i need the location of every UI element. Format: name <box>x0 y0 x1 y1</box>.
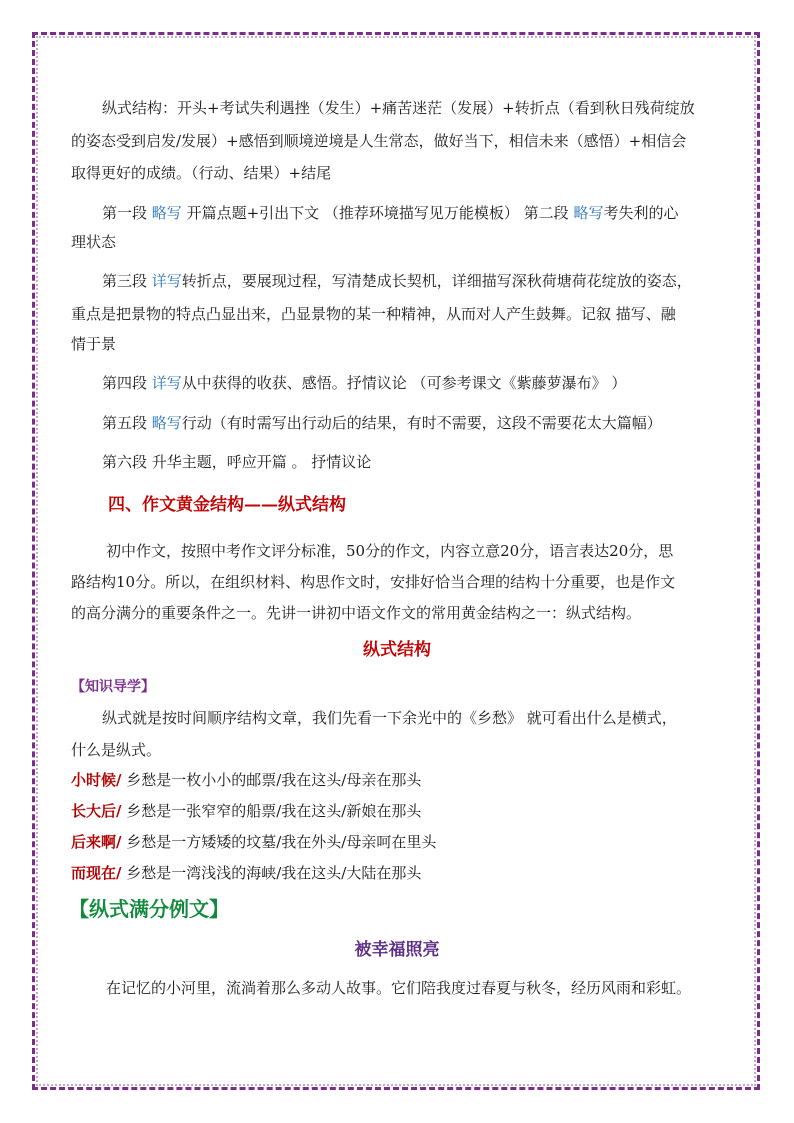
seg1-text: 开篇点题+引出下文 （推荐环境描写见万能模板） 第二段 <box>181 204 574 222</box>
seg3-line2: 重点是把景物的特点凸显出来，凸显景物的某一种精神，从而对人产生鼓舞。记叙 描写、融 <box>71 305 676 323</box>
seg3-tag: 详写 <box>151 272 182 290</box>
seg1-tag: 略写 <box>151 204 182 222</box>
seg1-label: 第一段 <box>102 204 152 222</box>
poem-text-3: 乡愁是一方矮矮的坟墓/我在外头/母亲呵在里头 <box>121 833 437 851</box>
para-intro-line1: 初中作文，按照中考作文评分标准，50分的作文，内容立意20分，语言表达20分，思 <box>106 542 674 560</box>
poem-line-4 <box>71 863 421 883</box>
para-structure-line3: 取得更好的成绩。（行动、结果）+结尾 <box>71 164 332 182</box>
essay-title: 被幸福照亮 <box>354 940 440 960</box>
poem-line-3 <box>71 832 436 852</box>
para-explain-line2: 什么是纵式。 <box>71 741 162 759</box>
seg4-label: 第四段 <box>102 374 152 392</box>
example-essay-heading: 【纵式满分例文】 <box>69 897 229 921</box>
subtitle-vertical-structure: 纵式结构 <box>363 640 431 660</box>
seg5-text: 行动（有时需写出行动后的结果，有时不需要，这段不需要花太大篇幅） <box>181 414 662 432</box>
seg1-line1 <box>102 203 678 223</box>
seg4-tag: 详写 <box>151 374 182 392</box>
poem-time-2: 长大后/ <box>71 802 122 820</box>
seg1-line2: 理状态 <box>71 233 117 251</box>
seg3-label: 第三段 <box>102 272 152 290</box>
essay-first-line: 在记忆的小河里，流淌着那么多动人故事。它们陪我度过春夏与秋冬，经历风雨和彩虹。 <box>106 979 692 997</box>
poem-text-1: 乡愁是一枚小小的邮票/我在这头/母亲在那头 <box>121 771 422 789</box>
page-border <box>32 32 760 1090</box>
seg3-line3: 情于景 <box>71 335 117 353</box>
seg5-line <box>102 413 662 433</box>
seg2-text: 考失利的心 <box>603 204 679 222</box>
poem-time-4: 而现在/ <box>71 864 122 882</box>
seg3-text: 转折点，要展现过程，写清楚成长契机，详细描写深秋荷塘荷花绽放的姿态， <box>181 272 692 290</box>
poem-time-1: 小时候/ <box>71 771 122 789</box>
para-structure-line1: 纵式结构：开头+考试失利遇挫（发生）+痛苦迷茫（发展）+转折点（看到秋日残荷绽放 <box>102 99 695 117</box>
para-structure-line2: 的姿态受到启发/发展）+感悟到顺境逆境是人生常态，做好当下，相信未来（感悟）+相信会 <box>71 132 687 150</box>
seg4-line <box>102 373 626 393</box>
poem-line-2 <box>71 801 421 821</box>
para-explain-line1: 纵式就是按时间顺序结构文章，我们先看一下余光中的《乡愁》 就可看出什么是横式， <box>102 709 677 727</box>
knowledge-guide-label: 【知识导学】 <box>71 679 155 695</box>
poem-text-4: 乡愁是一湾浅浅的海峡/我在这头/大陆在那头 <box>121 864 422 882</box>
seg2-tag: 略写 <box>573 204 604 222</box>
section-heading-4: 四、作文黄金结构——纵式结构 <box>108 495 346 515</box>
para-intro-line3: 的高分满分的重要条件之一。先讲一讲初中语文作文的常用黄金结构之一：纵式结构。 <box>71 604 642 622</box>
seg6-line: 第六段 升华主题，呼应开篇 。 抒情议论 <box>102 453 372 471</box>
para-intro-line2: 路结构10分。所以，在组织材料、构思作文时，安排好恰当合理的结构十分重要，也是作文 <box>71 573 676 591</box>
seg5-label: 第五段 <box>102 414 152 432</box>
poem-time-3: 后来啊/ <box>71 833 122 851</box>
poem-line-1 <box>71 770 421 790</box>
poem-text-2: 乡愁是一张窄窄的船票/我在这头/新娘在那头 <box>121 802 422 820</box>
seg5-tag: 略写 <box>151 414 182 432</box>
seg3-line1 <box>102 271 692 291</box>
seg4-text: 从中获得的收获、感悟。抒情议论 （可参考课文《紫藤萝瀑布》 ） <box>181 374 627 392</box>
